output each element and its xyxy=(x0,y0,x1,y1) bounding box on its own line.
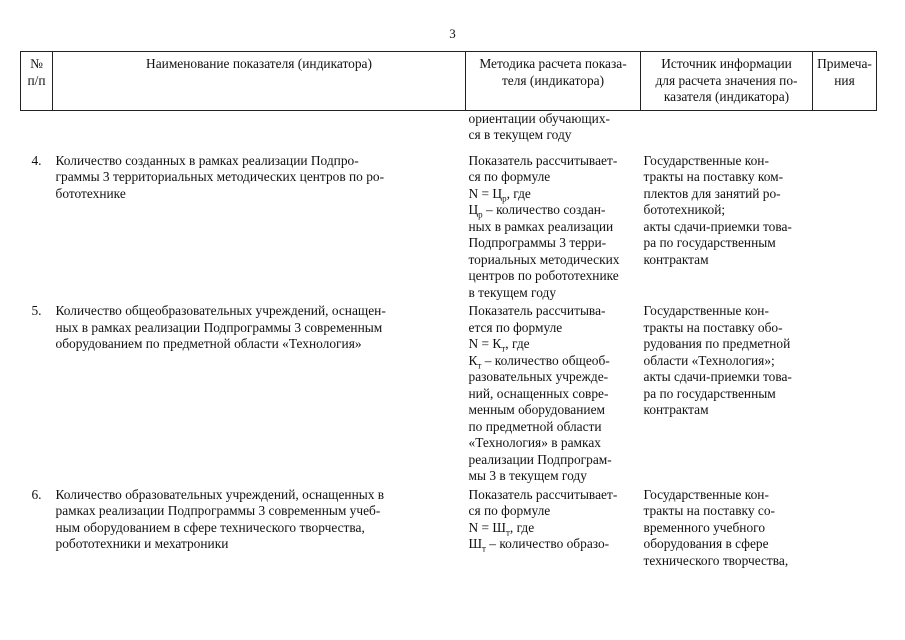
indicator-name: Количество созданных в рамках реализации Подпро- граммы 3 территориальных методических центров по ро- бототехнике xyxy=(55,152,385,201)
header-method: Методика расчета показа- теля (индикатора) xyxy=(466,52,641,111)
calculation-method: Показатель рассчитывает- ся по формуле $N = Ц_р$, где $Ц_р$ – количество создан- ных в рамках реализации Подпрограммы 3 терри- ториальных методических центров по робототехнике в текущем году xyxy=(466,153,641,304)
information-source: Государственные кон- тракты на поставку ком- плектов для занятий ро- бототехникой; акты сдачи-приемки това- ра по государственным контрактам xyxy=(643,152,792,267)
information-source: Государственные кон- тракты на поставку со- временного учебного оборудования в сфере технического творчества, xyxy=(643,486,789,568)
information-source: Государственные кон- тракты на поставку обо- рудования по предметной области «Технология»; акты сдачи-приемки това- ра по государственным контрактам xyxy=(643,303,792,417)
header-source: Источник информации для расчета значения по- казателя (индикатора) xyxy=(641,52,813,111)
formula-definition: $Ц_р$ – количество создан- xyxy=(468,202,606,220)
row-number: 6. xyxy=(31,486,42,502)
formula: $N = Ц_р$, где xyxy=(468,185,531,204)
table-row xyxy=(21,153,877,304)
indicator-name: Количество общеобразовательных учреждений, оснащен- ных в рамках реализации Подпрограммы 3 современным оборудованием по предметной области «Технология» xyxy=(55,303,386,351)
continuation-method: ориентации обучающих- ся в текущем году xyxy=(468,110,610,142)
calculation-method: Показатель рассчитыва- ется по формуле $N = К_т$, где $К_т$ – количество общеоб- разовательных учрежде- ний, оснащенных совре- менным оборудованием по предметной области «Технология» в рамках реализации Подпрограм- мы 3 в текущем году xyxy=(466,303,641,487)
calculation-method: Показатель рассчитывает- ся по формуле $N = Ш_т$, где $Ш_т$ – количество образо- xyxy=(466,487,641,572)
indicators-table xyxy=(20,51,877,571)
notes-cell xyxy=(813,153,877,304)
row-number: 5. xyxy=(31,303,42,318)
formula: $N = Ш_т$, где xyxy=(468,519,535,538)
indicator-name: Количество образовательных учреждений, оснащенных в рамках реализации Подпрограммы 3 современным учеб- ным оборудованием в сфере технического творчества, робототехники и мехатроники xyxy=(55,486,385,551)
table-header-row xyxy=(21,52,877,111)
formula: $N = К_т$, где xyxy=(468,336,530,354)
formula-definition: $К_т$ – количество общеоб- xyxy=(468,352,610,371)
formula-definition: $Ш_т$ – количество образо- xyxy=(468,536,610,554)
notes-cell xyxy=(813,303,877,487)
notes-cell xyxy=(813,487,877,572)
header-name: Наименование показателя (индикатора) xyxy=(53,52,466,111)
page-number: 3 xyxy=(449,26,456,41)
header-notes: Примеча- ния xyxy=(813,52,877,111)
table-row xyxy=(21,303,877,487)
table-row xyxy=(21,487,877,572)
row-number: 4. xyxy=(31,152,42,168)
table-row-continuation xyxy=(21,110,877,153)
header-num: № п/п xyxy=(21,52,53,111)
